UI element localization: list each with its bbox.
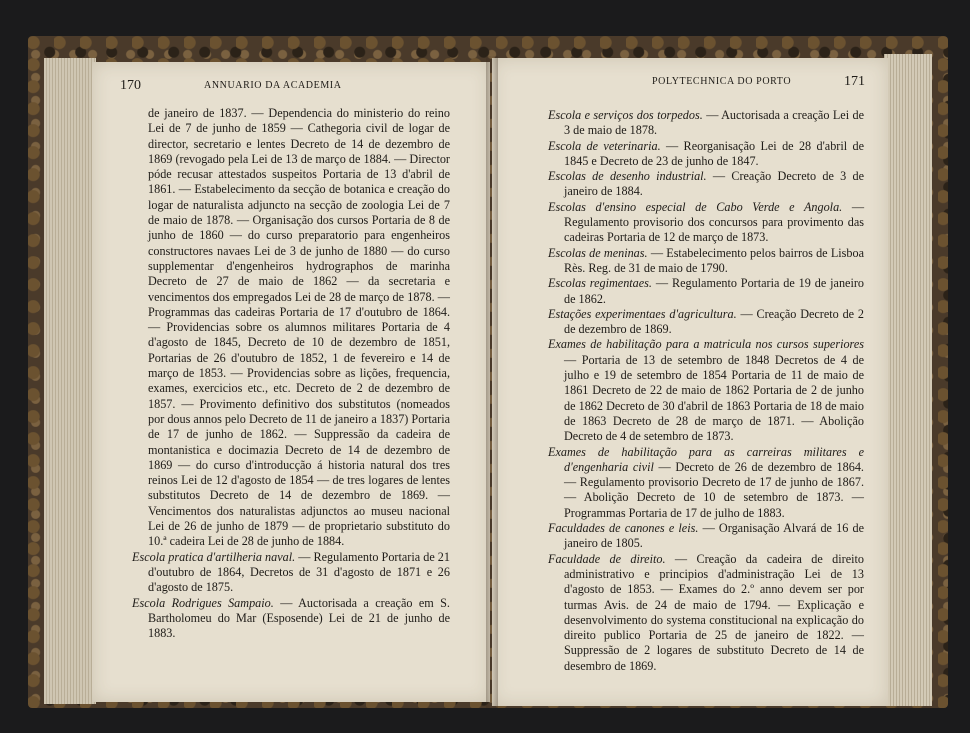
entry-title: Exames de habilitação para as carreiras militares e d'engenharia civil (548, 444, 864, 474)
entry-text: — Auctorisada a creação Lei de 3 de maio de 1878. (564, 108, 864, 138)
entry (548, 521, 864, 552)
entry (548, 276, 864, 307)
left-page-number: 170 (120, 78, 141, 93)
entry (548, 200, 864, 246)
entry (548, 445, 864, 521)
entry-text: — Creação Decreto de 3 de janeiro de 1884. (564, 169, 864, 199)
entry (132, 550, 450, 596)
right-page-edges (884, 54, 932, 706)
entry (548, 337, 864, 444)
entry-text: — Creação da cadeira de direito administrativo e principios d'administração Lei de 13 d'agosto de 1853. — Exames do 2.º anno devem ser por turmas Avis. de 24 de maio de 1794. — Explicação e desenvolvimento do systema constitucional na explicação do direito publico Portaria de 25 de janeiro de 1822. — Suppressão de 2 logares de substituto Decreto de 14 de desembro de 1869. (564, 551, 864, 673)
entry-text: — Decreto de 26 de dezembro de 1864. — Regulamento provisorio Decreto de 17 de junho de 1867. — Abolição Decreto de 10 de setembro de 1873. — Programmas Portaria de 17 de julho de 1883. (564, 459, 864, 520)
entry (548, 139, 864, 170)
right-page-number: 171 (844, 74, 865, 89)
left-running-head: ANNUARIO DA ACADEMIA (204, 80, 342, 91)
left-page-edges (44, 58, 96, 704)
entry (548, 169, 864, 200)
entry (548, 552, 864, 674)
continued-paragraph: de janeiro de 1837. — Dependencia do ministerio do reino Lei de 7 de junho de 1859 — Cathegoria civil de logar de director, secretario e lentes Decreto de 14 de dezembro de 1869 (revogado pela Lei de 13 de março de 1884. — Director póde recusar attestados suspeitos Portaria de 13 d'abril de 1861. — Estabelecimento da secção de botanica e creação do logar de naturalista adjuncto na secção de zoologia Lei de 7 de maio de 1878. — Organisação dos cursos Portaria de 8 de junho de 1860 — do curso preparatorio para engenheiros constructores navaes Lei de 3 de junho de 1880 — do curso supplementar d'engenheiros hydrographos de marinha Decreto de 27 de maio de 1862 — da secretaria e vencimentos dos empregados Lei de 28 de março de 1878. — Programmas das cadeiras Portaria de 17 d'outubro de 1864. — Providencias sobre os alumnos militares Portaria de 4 d'agosto de 1845, Decreto de 10 de dezembro de 1851, Portarias de 26 d'outubro de 1852, 1 de fevereiro e 14 de março de 1853. — Providencias sobre as lições, frequencia, exames, exercicios etc., etc. Decreto de 2 de dezembro de 1857. — Provimento definitivo dos substitutos (nomeados por dous annos pelo Decreto de 11 de janeiro a 1837) Portaria de 17 de junho de 1862. — Suppressão da cadeira de montanistica e docimazia Decreto de 14 de dezembro de 1869 — do curso d'introducção á historia natural dos tres reinos Lei de 12 d'agosto de 1854 — de tres logares de lentes substitutos Decreto de 14 de dezembro de 1869. — Vencimentos dos naturalistas adjunctos ao museu nacional Lei de 26 de junho de 1879 — de proprietario substituto do 10.ª cadeira Lei de 28 de junho de 1884. (148, 106, 450, 549)
entry-title: Escolas d'ensino especial de Cabo Verde e Angola. (548, 199, 843, 214)
entry (132, 596, 450, 642)
entry-title: Escola e serviços dos torpedos. (548, 108, 703, 122)
right-page (492, 58, 888, 706)
book-gutter (486, 56, 498, 708)
right-page-body (548, 108, 864, 674)
entry-title: Escola pratica d'artilheria naval. (132, 549, 296, 564)
entry-title: Faculdades de canones e leis. (548, 521, 699, 536)
entry-title: Escolas de desenho industrial. (548, 169, 707, 184)
entry-title: Exames de habilitação para a matricula nos cursos superiores (548, 337, 864, 352)
left-page-body (132, 106, 450, 641)
entry-title: Estações experimentaes d'agricultura. (548, 306, 737, 321)
right-running-head: POLYTECHNICA DO PORTO (652, 76, 792, 87)
entry-text: — Organisação Alvará de 16 de janeiro de 1805. (564, 521, 864, 551)
entry-text: — Estabelecimento pelos bairros de Lisboa Rès. Reg. de 31 de maio de 1790. (564, 245, 864, 275)
entry-text: — Regulamento Portaria de 21 d'outubro de 1864, Decretos de 31 d'agosto de 1871 e 26 d'agosto de 1875. (148, 549, 450, 595)
entry-text: — Regulamento Portaria de 19 de janeiro de 1862. (564, 276, 864, 306)
entry (548, 246, 864, 277)
entry-text: — Auctorisada a creação em S. Bartholomeu do Mar (Esposende) Lei de 21 de junho de 1883. (148, 595, 450, 641)
entry-title: Escola de veterinaria. (548, 138, 661, 153)
entry-text: — Reorganisação Lei de 28 d'abril de 1845 e Decreto de 23 de junho de 1847. (564, 138, 865, 168)
entry-title: Escolas de meninas. (548, 245, 648, 260)
entry-text: — Regulamento provisorio dos concursos para provimento das cadeiras Portaria de 12 de março de 1873. (564, 199, 865, 245)
entry (548, 307, 864, 338)
entry-title: Escolas regimentaes. (548, 276, 652, 291)
entry-text: — Portaria de 13 de setembro de 1848 Decretos de 4 de julho e 19 de setembro de 1854 Portaria de 11 de maio de 1861 Decreto de 22 de maio de 1862 Portaria de 2 de junho de 1862 Decreto de 30 d'abril de 1863 Portaria de 18 de maio de 1863 Decreto de 28 de março de 1871. — Abolição Decreto de 4 de setembro de 1873. (564, 352, 864, 444)
left-page (92, 62, 490, 702)
entry (548, 108, 864, 139)
entry-title: Faculdade de direito. (548, 551, 666, 566)
entry-title: Escola Rodrigues Sampaio. (132, 595, 274, 610)
entry-text: — Creação Decreto de 2 de dezembro de 1869. (564, 306, 864, 337)
